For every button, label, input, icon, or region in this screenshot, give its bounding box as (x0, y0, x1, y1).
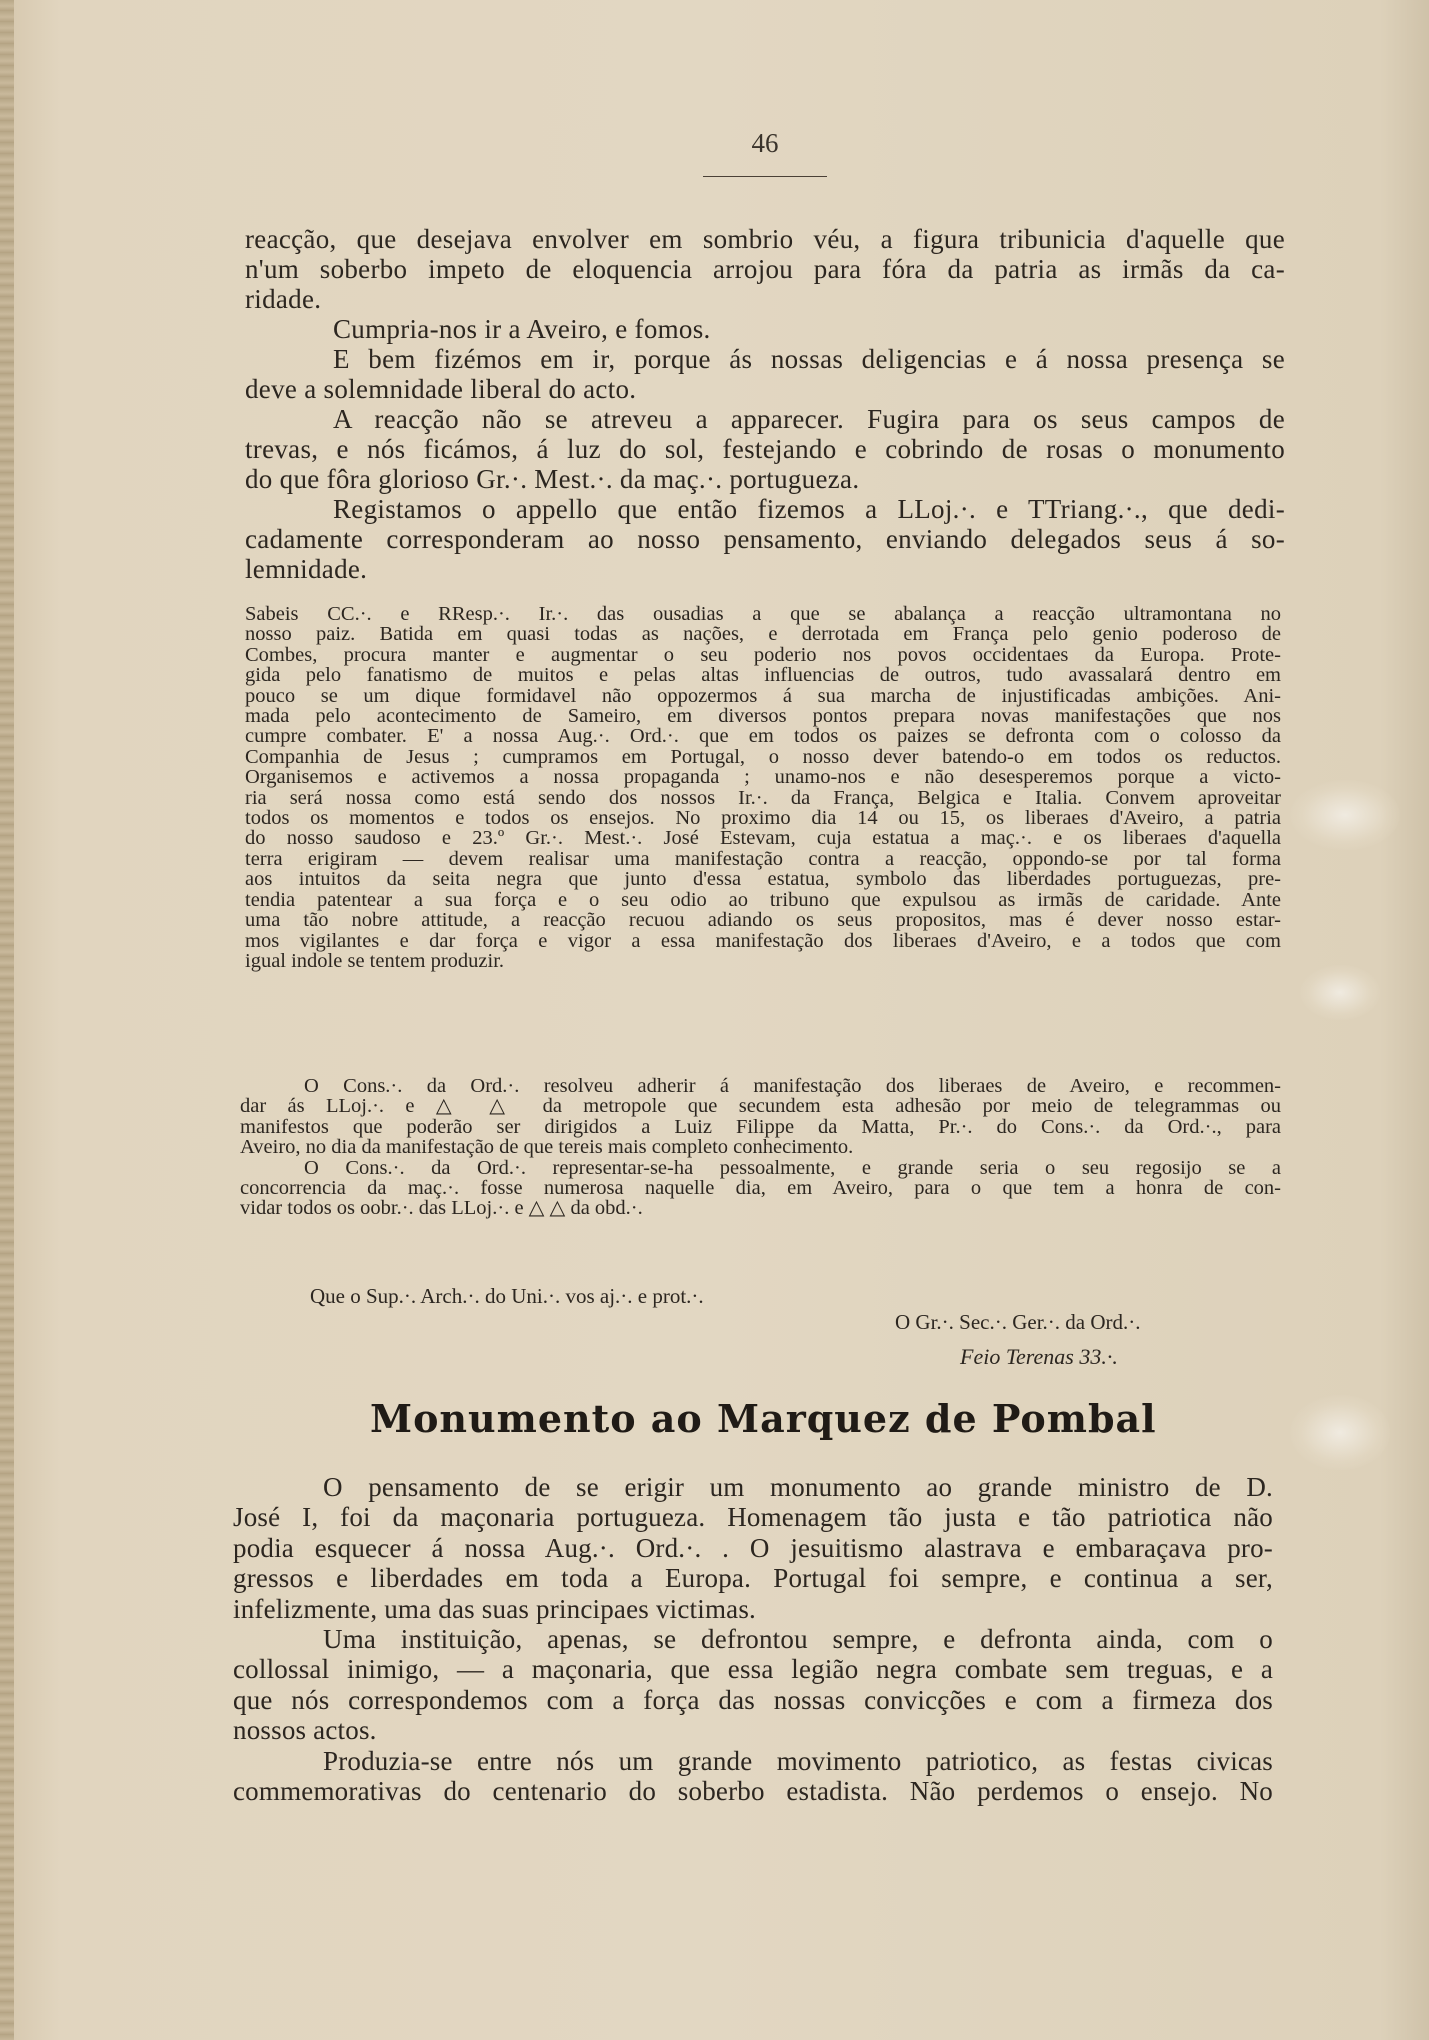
paper-wear-mark (1300, 965, 1380, 1020)
text-line: terra erigiram — devem realisar uma manifestação contra a reacção, oppondo-se por tal forma (245, 847, 1281, 870)
text-line: Uma instituição, apenas, se defrontou sempre, e defronta ainda, com o (323, 1624, 1273, 1655)
text-block-report (245, 224, 1285, 584)
text-line: E bem fizémos em ir, porque ás nossas deligencias e á nossa presença se (333, 344, 1285, 374)
text-line: podia esquecer á nossa Aug.·. Ord.·. . O jesuitismo alastrava e embaraçava pro- (233, 1532, 1273, 1563)
text-block-appeal (245, 604, 1281, 971)
text-line: Companhia de Jesus ; cumpramos em Portugal, o nosso dever batendo-o em todos os reductos. (245, 745, 1281, 768)
binding-edge (0, 0, 14, 2040)
text-line: ridade. (245, 284, 322, 314)
text-line: pouco se um dique formidavel não oppozermos á sua marcha de injustificadas ambições. Ani- (245, 684, 1281, 707)
text-line: O pensamento de se erigir um monumento ao grande ministro de D. (323, 1472, 1273, 1502)
text-line: mada pelo acontecimento de Sameiro, em diversos pontos prepara novas manifestações que nos (245, 705, 1281, 728)
text-line: cadamente corresponderam ao nosso pensamento, enviando delegados seus á so- (245, 524, 1285, 554)
text-line: Produzia-se entre nós um grande movimento patriotico, as festas civicas (323, 1745, 1273, 1776)
text-line: infelizmente, uma das suas principaes victimas. (233, 1593, 756, 1624)
text-line: manifestos que poderão ser dirigidos a Luiz Filippe da Matta, Pr.·. do Cons.·. da Ord.·., para (240, 1115, 1281, 1138)
text-line: dar ás LLoj.·. e △ △ da metropole que secundem esta adhesão por meio de telegrammas ou (240, 1095, 1281, 1118)
text-line: O Cons.·. da Ord.·. resolveu adherir á manifestação dos liberaes de Aveiro, e recommen- (304, 1075, 1281, 1097)
text-line: ria será nossa como está sendo dos nossos Ir.·. da França, Belgica e Italia. Convem aproveitar (245, 786, 1281, 809)
section-heading: Monumento ao Marquez de Pombal (370, 1396, 1157, 1441)
text-line: Cumpria-nos ir a Aveiro, e fomos. (333, 314, 711, 344)
text-line: reacção, que desejava envolver em sombrio véu, a figura tribunicia d'aquelle que (245, 224, 1285, 254)
text-line: deve a solemnidade liberal do acto. (245, 374, 637, 404)
text-line: Organisemos e activemos a nossa propaganda ; unamo-nos e não desesperemos porque a victo- (245, 766, 1281, 789)
text-line: aos intuitos da seita negra que junto d'essa estatua, symbolo das liberdades portuguezas, pre- (245, 868, 1281, 891)
header-rule (703, 176, 827, 177)
signature-name: Feio Terenas 33.·. (960, 1344, 1118, 1369)
text-line: Sabeis CC.·. e RResp.·. Ir.·. das ousadias a que se abalança a reacção ultramontana no (245, 603, 1281, 625)
text-line: que nós correspondemos com a força das nossas convicções e com a firmeza dos (233, 1684, 1273, 1715)
text-line: do que fôra glorioso Gr.·. Mest.·. da maç.·. portugueza. (245, 464, 860, 494)
text-line: O Cons.·. da Ord.·. representar-se-ha pessoalmente, e grande seria o seu regosijo se a (304, 1156, 1281, 1179)
text-line: igual indole se tentem produzir. (245, 949, 505, 972)
text-line: vidar todos os oobr.·. das LLoj.·. e △ △ da obd.·. (240, 1197, 643, 1220)
text-line: gida pelo fanatismo de muitos e pelas altas influencias de outros, tudo avassalará dentro em (245, 664, 1281, 687)
text-line: A reacção não se atreveu a apparecer. Fugira para os seus campos de (333, 404, 1285, 434)
text-line: todos os momentos e todos os ensejos. No proximo dia 14 ou 15, os liberaes d'Aveiro, a patria (245, 807, 1281, 830)
text-block-monument (233, 1472, 1273, 1806)
paper-wear-mark (1290, 1395, 1390, 1470)
text-line: uma tão nobre attitude, a reacção recuou adiando os seus propositos, mas é dever nosso estar- (245, 909, 1281, 932)
text-line: nosso paiz. Batida em quasi todas as nações, e derrotada em França pelo genio poderoso de (245, 623, 1281, 646)
page-number: 46 (751, 128, 779, 158)
text-line: tendia patentear a sua força e o seu odio ao tribuno que expulsou as irmãs de caridade. Ante (245, 888, 1281, 911)
text-line: concorrencia da maç.·. fosse numerosa naquelle dia, em Aveiro, para o que tem a honra de con- (240, 1177, 1281, 1200)
text-line: collossal inimigo, — a maçonaria, que essa legião negra combate sem treguas, e a (233, 1654, 1273, 1685)
text-line: cumpre combater. E' a nossa Aug.·. Ord.·. que em todos os paizes se defronta com o colosso da (245, 725, 1281, 748)
signature-title: O Gr.·. Sec.·. Ger.·. da Ord.·. (895, 1310, 1141, 1334)
text-line: nossos actos. (233, 1715, 377, 1746)
text-line: gressos e liberdades em toda a Europa. Portugal foi sempre, e continua a ser, (233, 1563, 1273, 1594)
text-line: commemorativas do centenario do soberbo estadista. Não perdemos o ensejo. No (233, 1776, 1273, 1807)
text-line: José I, foi da maçonaria portugueza. Homenagem tão justa e tão patriotica não (233, 1502, 1273, 1533)
text-line: do nosso saudoso e 23.º Gr.·. Mest.·. José Estevam, cuja estatua a maç.·. e os liberaes d'aquella (245, 827, 1281, 850)
text-line: Aveiro, no dia da manifestação de que tereis mais completo conhecimento. (240, 1136, 854, 1159)
paper-wear-mark (1290, 780, 1400, 850)
closing-salutation: Que o Sup.·. Arch.·. do Uni.·. vos aj.·. e prot.·. (310, 1284, 704, 1308)
text-block-resolution (240, 1076, 1281, 1219)
text-line: Registamos o appello que então fizemos a LLoj.·. e TTriang.·., que dedi- (333, 494, 1285, 524)
text-line: mos vigilantes e dar força e vigor a essa manifestação dos liberaes d'Aveiro, e a todos que com (245, 929, 1281, 952)
text-line: trevas, e nós ficámos, á luz do sol, festejando e cobrindo de rosas o monumento (245, 434, 1285, 464)
text-line: Combes, procura manter e augmentar o seu poderio nos povos occidentaes da Europa. Prote- (245, 643, 1281, 666)
text-line: lemnidade. (245, 554, 368, 584)
text-line: n'um soberbo impeto de eloquencia arrojou para fóra da patria as irmãs da ca- (245, 254, 1285, 284)
